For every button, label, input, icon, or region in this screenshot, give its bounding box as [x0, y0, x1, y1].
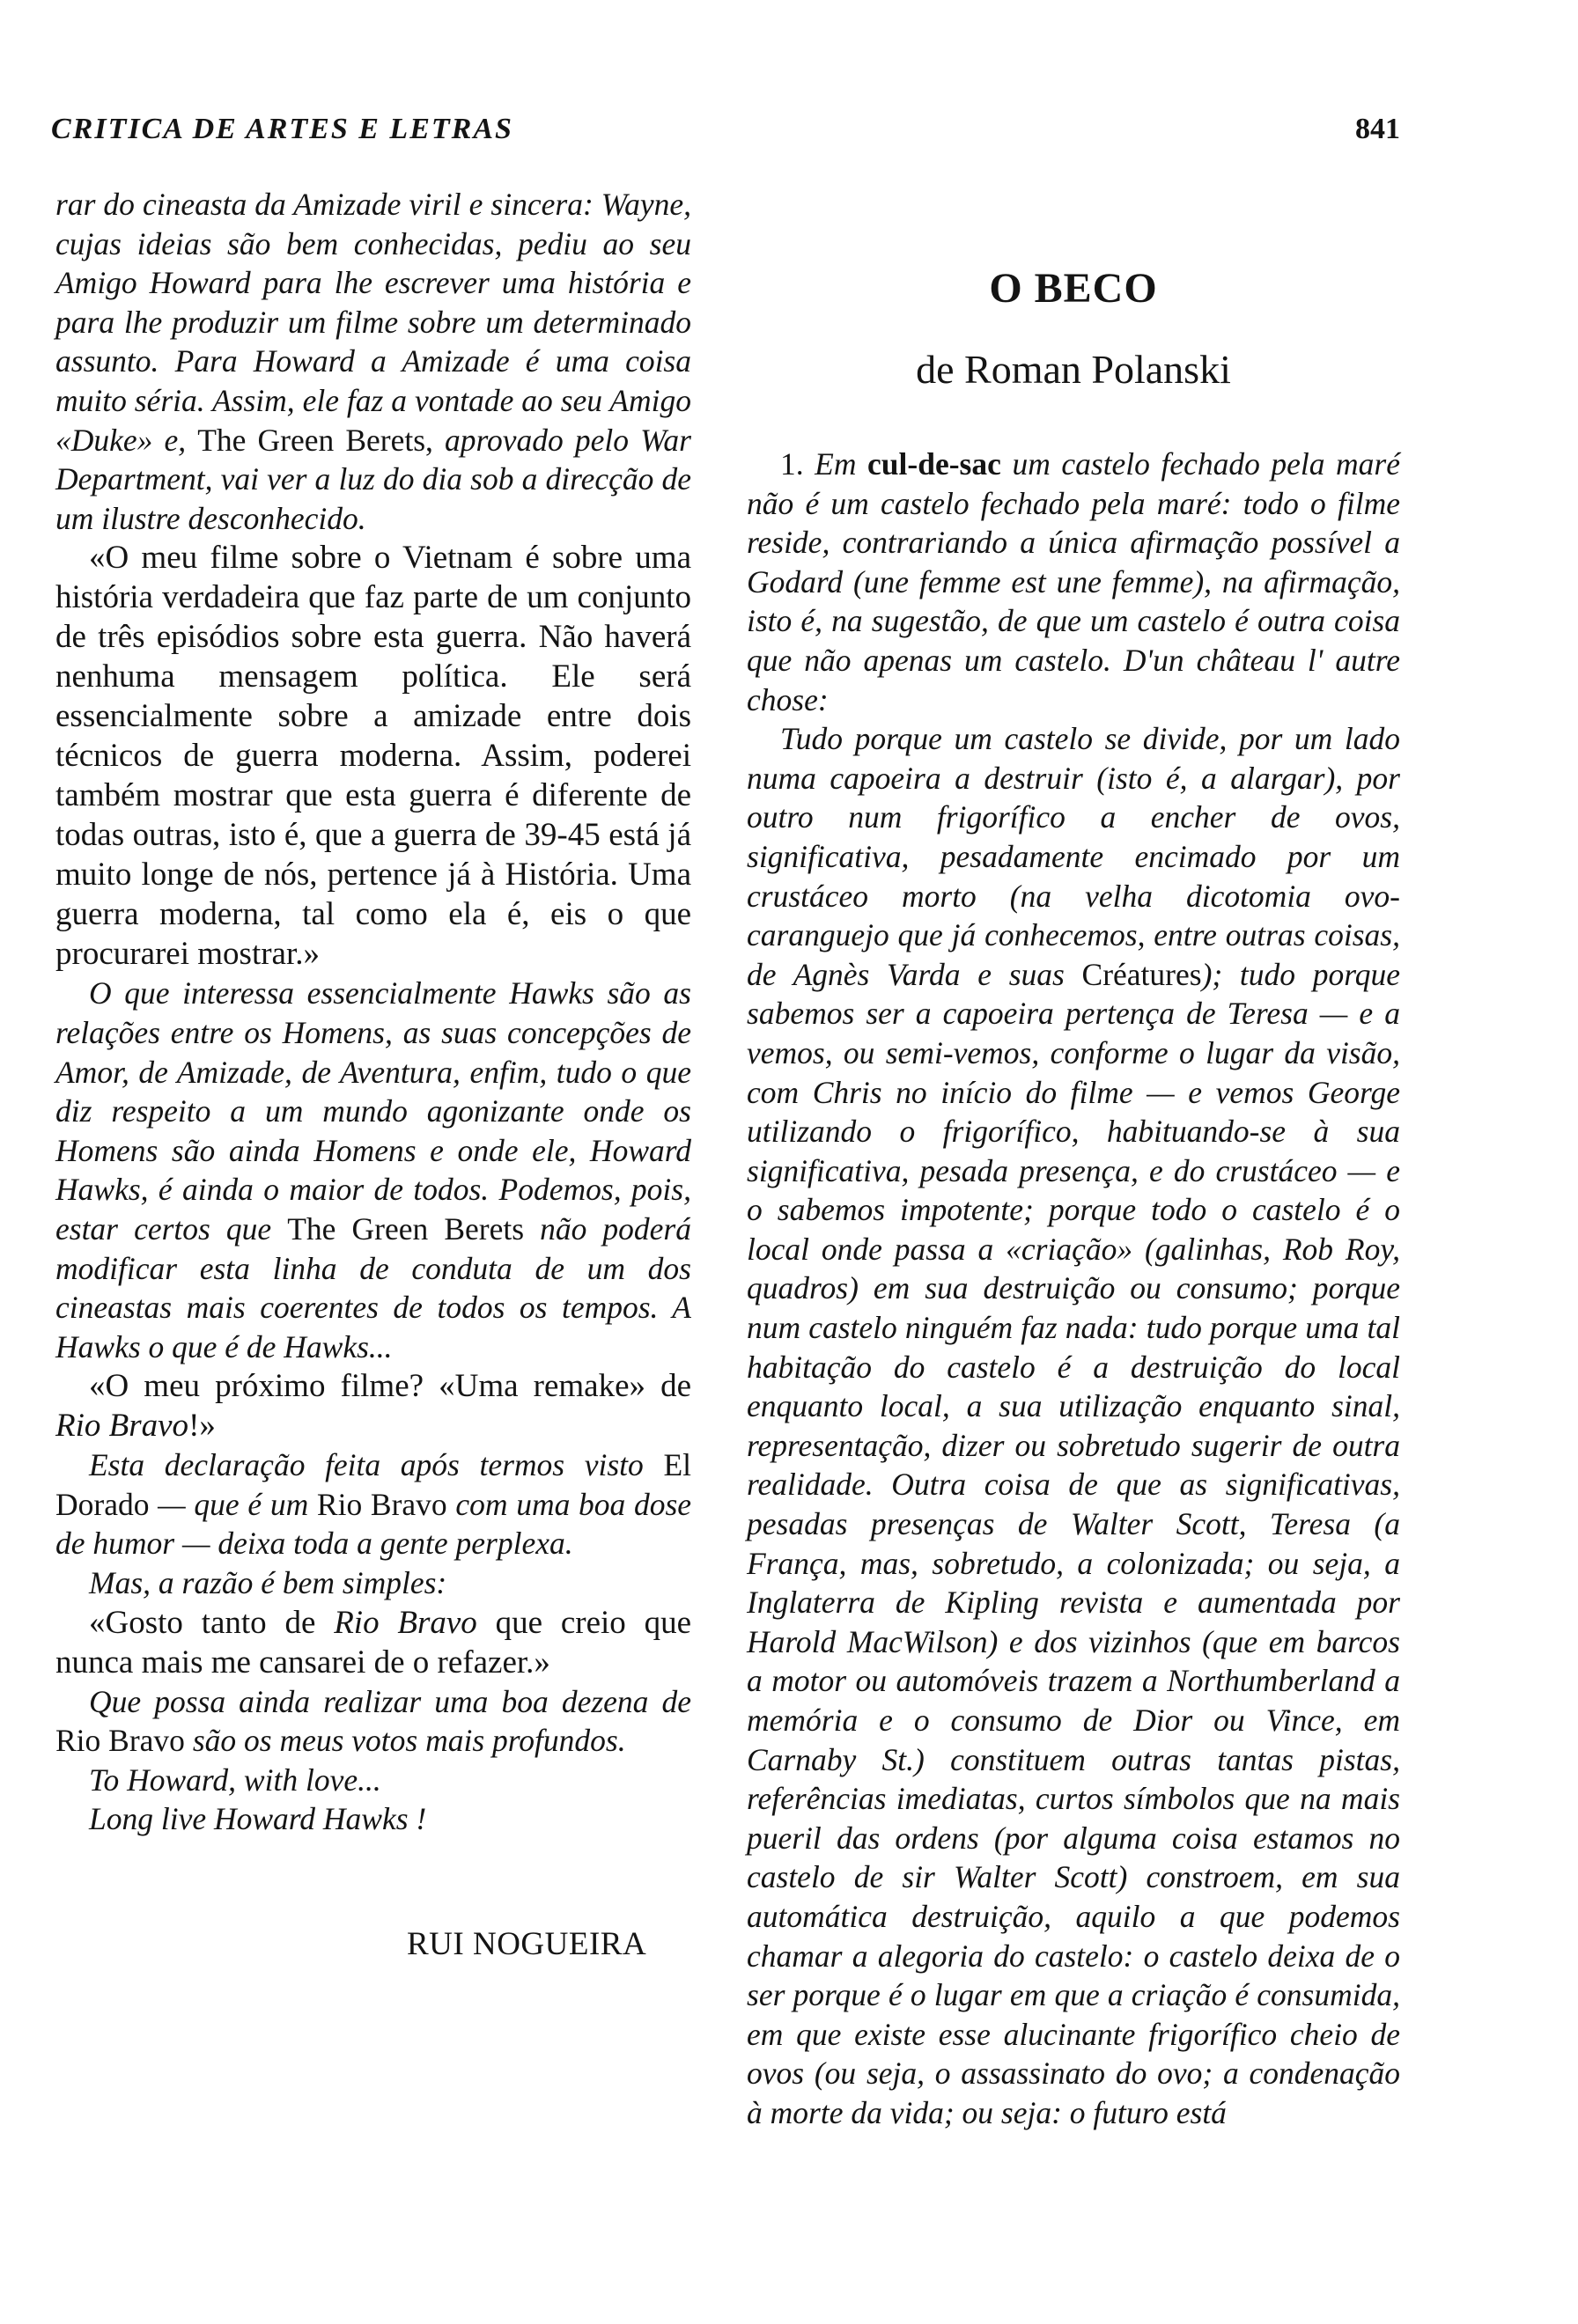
- paragraph-8-end: são os meus votos mais profundos.: [192, 1723, 626, 1759]
- film-title: Rio Bravo: [334, 1604, 477, 1641]
- paragraph-8-text: Que possa ainda realizar uma boa dezena de: [89, 1683, 691, 1719]
- author-signature: RUI NOGUEIRA: [407, 1926, 647, 1962]
- paragraph-3-text: O que interessa essencialmente Hawks são as relações entre os Homens, as suas concepções de Amor, de Amizade, de Aventura, enfim, tudo o que diz respeito a um mundo agonizante onde os Homens são ainda Homens e onde ele, Howard Hawks, é ainda o maior de todos. Podemos, pois, estar certos que: [55, 975, 691, 1247]
- film-title: El Dorado: [55, 1447, 691, 1522]
- dedication-line-2: Long live Howard Hawks !: [89, 1801, 427, 1837]
- section-1-paragraph-2: [747, 719, 1400, 2132]
- paragraph-4-text: «O meu próximo filme? «Uma remake» de: [89, 1368, 691, 1405]
- film-title: Rio Bravo: [55, 1408, 189, 1445]
- section-1-paragraph: [747, 445, 1400, 719]
- paragraph-6: Mas, a razão é bem simples:: [89, 1565, 447, 1601]
- paragraph-8: [55, 1682, 691, 1761]
- paragraph-7-quote: [55, 1603, 691, 1682]
- left-column: [55, 185, 691, 1839]
- running-head: CRITICA DE ARTES E LETRAS: [51, 113, 513, 145]
- film-title: cul-de-sac: [867, 446, 1001, 482]
- paragraph-1: [55, 185, 691, 538]
- film-title: Créatures: [1081, 956, 1202, 992]
- film-title: Rio Bravo: [55, 1723, 185, 1759]
- paragraph-7-text: «Gosto tanto de: [89, 1604, 316, 1641]
- paragraph-4-quote: [55, 1366, 691, 1445]
- article-byline: de Roman Polanski: [916, 347, 1231, 392]
- paragraph-5-mid: — que é um: [158, 1486, 309, 1522]
- film-title: The Green Berets,: [197, 422, 433, 458]
- paragraph-end: ); tudo porque sabemos ser a capoeira pertença de Teresa — e a vemos, ou semi-vemos, conforme o lugar da visão, com Chris no início do filme — e vemos George utilizando o frigorífico, habituando-se à sua significativa, pesada presença, e do crustáceo — e o sabemos impotente; porque todo o castelo é o local onde passa a «criação» (galinhas, Rob Roy, quadros) em sua destruição ou consumo; porque num castelo ninguém faz nada: tudo porque uma tal habitação do castelo é a destruição do local enquanto local, a sua utilização enquanto sinal, representação, dizer ou sobretudo sugerir de outra realidade. Outra coisa de que as significativas, pesadas presenças de Walter Scott, Teresa (a França, mas, sobretudo, a colonizada; ou seja, a Inglaterra de Kipling revista e aumentada por Harold MacWilson) e dos vizinhos (que em barcos a motor ou automóveis trazem a Northumberland a memória e o consumo de Dior ou Vince, em Carnaby St.) constituem outras tantas pistas, referências imediatas, curtos símbolos que na mais pueril das ordens (por alguma coisa estamos no castelo de sir Walter Scott) constroem, em sua automática destruição, aquilo a que podemos chamar a alegoria do castelo: o castelo deixa de o ser porque é o lugar em que a criação é consumida, em que existe esse alucinante frigorífico cheio de ovos (ou seja, o assassinato do ovo; a condenação à morte da vida; ou seja: o futuro está: [747, 956, 1400, 2130]
- dedication-line-1: To Howard, with love...: [89, 1761, 381, 1798]
- paragraph-4-end: !»: [188, 1408, 216, 1445]
- right-column: [747, 445, 1400, 2133]
- section-1-end: um castelo fechado pela maré não é um castelo fechado pela maré: todo o filme reside, contrariando a única afirmação possível a Godard (une femme est une femme), na afirmação, isto é, na sugestão, de que um castelo é outra coisa que não apenas um castelo. D'un château l' autre chose:: [747, 446, 1401, 717]
- paragraph-1-end: aprovado pelo War Department, vai ver a luz do dia sob a direcção de um ilustre desconhecido.: [55, 422, 692, 536]
- article-title: O BECO: [989, 265, 1158, 312]
- section-1-text: Em: [815, 446, 857, 482]
- paragraph-3: [55, 974, 691, 1366]
- paragraph-5-text: Esta declaração feita após termos visto: [89, 1447, 644, 1483]
- page-number: 841: [1355, 113, 1400, 145]
- paragraph-text: Tudo porque um castelo se divide, por um lado numa capoeira a destruir (isto é, a alargar), por outro num frigorífico a encher de ovos, significativa, pesadamente encimado por um crustáceo morto (na velha dicotomia ovo-caranguejo que já conhecemos, entre outras coisas, de Agnès Varda e suas: [747, 721, 1400, 992]
- film-title: Rio Bravo: [316, 1486, 447, 1522]
- paragraph-5: [55, 1445, 691, 1563]
- paragraph-5-end: com uma boa dose de humor — deixa toda a gente perplexa.: [55, 1486, 692, 1562]
- paragraph-2-quote: «O meu filme sobre o Vietnam é sobre uma história verdadeira que faz parte de um conjunto de três episódios sobre esta guerra. Não haverá nenhuma mensagem política. Ele será essencialmente sobre a amizade entre dois técnicos de guerra moderna. Assim, poderei também mostrar que esta guerra é diferente de todas outras, isto é, que a guerra de 39-45 está já muito longe de nós, pertence já à História. Uma guerra moderna, tal como ela é, eis o que procurarei mostrar.»: [55, 540, 691, 973]
- paragraph-7-end: que creio que nunca mais me cansarei de o refazer.»: [55, 1604, 691, 1680]
- paragraph-1-text: rar do cineasta da Amizade viril e sincera: Wayne, cujas ideias são bem conhecidas, pediu ao seu Amigo Howard para lhe escrever uma história e para lhe produzir um filme sobre um determinado assunto. Para Howard a Amizade é uma coisa muito séria. Assim, ele faz a vontade ao seu Amigo «Duke» e,: [55, 187, 691, 458]
- film-title: The Green Berets: [287, 1210, 525, 1247]
- section-number: 1.: [780, 446, 804, 482]
- paragraph-3-end: não poderá modificar esta linha de conduta de um dos cineastas mais coerentes de todos os tempos. A Hawks o que é de Hawks...: [55, 1210, 691, 1364]
- page-header: [51, 113, 1400, 157]
